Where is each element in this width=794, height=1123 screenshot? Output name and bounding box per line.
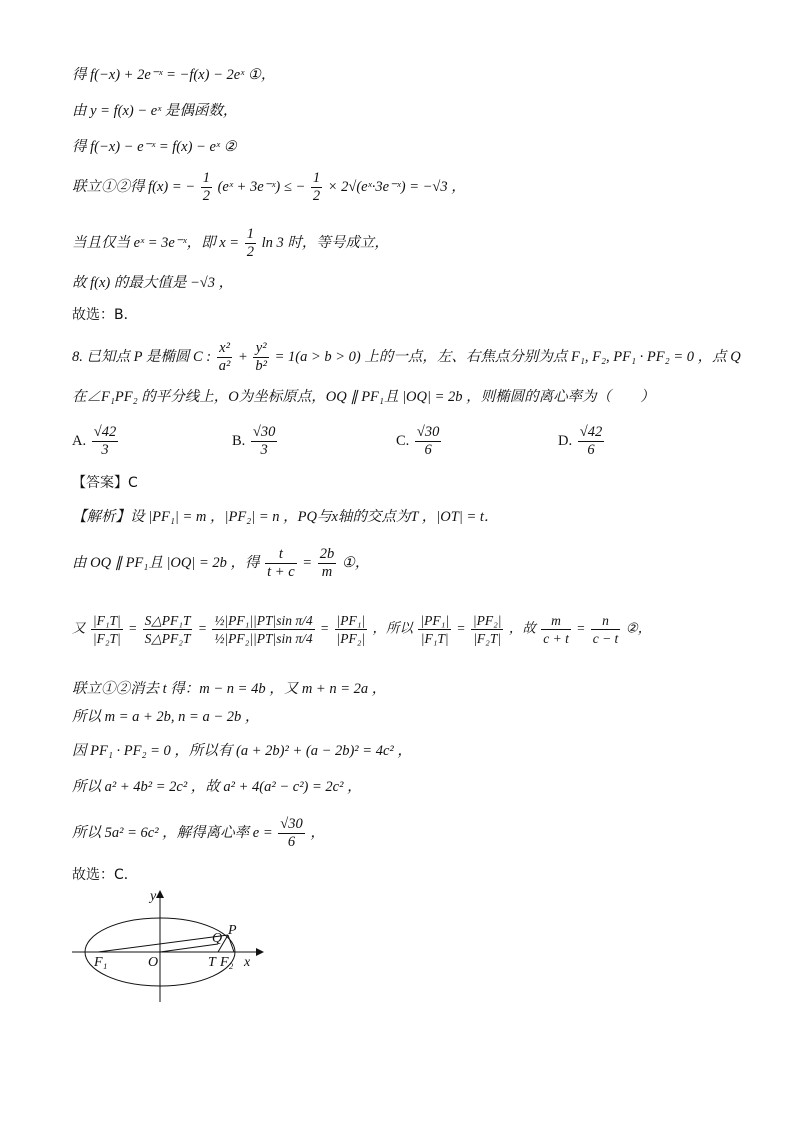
question-8-stem-2: 在∠F₁PF₂ 的平分线上，O为坐标原点，OQ ∥ PF₁且 |OQ| = 2b ，则椭圆的离心率为（ ） [72,389,655,405]
line-5 [72,226,389,261]
analysis-line-1: 由 OQ ∥ PF₁且 |OQ| = 2b ，得 $\frac{t}{t + c}$ = $\frac{2b}{m}$ ①， [72,546,370,580]
x2-over-a2: $\frac{\text{x²}}{\text{a²}}$ [218,340,231,374]
f2-label: F₂ [220,955,234,970]
analysis-line-6: 所以 a² + 4b² = 2c² ，故 a² + 4(a² − c²) = 2c² ， [72,779,362,795]
line-2: 由 y = f(x) − eˣ 是偶函数， [72,103,238,119]
choice-c[interactable]: C. $\frac{√30}{6}$ [396,424,440,458]
analysis-intro: 【解析】设 |PF₁| = m ，|PF₂| = n ，PQ与x轴的交点为T ，|OT| = t． [72,509,499,525]
final-choice: 故选：C． [72,867,138,883]
line-7: 故选：B． [72,307,138,323]
line-5-a: 当且仅当 eˣ = 3e⁻ˣ，即 x = [72,234,240,251]
y2-over-b2: $\frac{\text{y²}}{\text{b²}}$ [255,340,267,374]
analysis-line-5: 因 PF₁ · PF₂ = 0 ，所以有 (a + 2b)² + (a − 2b)² = 4c² ， [72,743,412,759]
analysis-line-2: 又 $\frac{\text{|F₁T|}}{\text{|F₂T|}}$ = $\frac{\text{S△PF₁T}}{\text{S△PF₂T}}$ = $\frac{\text{½|PF₁||PT|sin π/4}}{\text{½|PF₂||PT|sin π/4}}$ = $\frac{\text{|PF₁|}}{\text{|PF₂|}}$ ，所以 $\frac{\text{|PF₁|}}{\text{|F₁T|}}$ = $\frac{\text{|PF₂|}}{\text{|F₂T|}}$ ，故 $\frac{m}{c + t}$ = $\frac{n}{c - t}$ ②， [72,613,652,646]
choice-d[interactable]: D. $\frac{√42}{6}$ [558,424,603,458]
line-4-b: (eˣ + 3e⁻ˣ) ≤ − [217,178,306,195]
t-label: T [208,955,216,970]
line-4 [72,170,466,205]
answer-label: 【答案】C [72,475,138,491]
line-5-b: ln 3 时，等号成立， [261,234,389,251]
analysis-line-4: 所以 m = a + 2b, n = a − 2b ， [72,709,260,725]
line-6: 故 f(x) 的最大值是 −√3 ， [72,275,234,291]
y-axis-arrow [156,890,164,898]
x-label: x [244,955,251,970]
f1-label: F₁ [94,955,108,970]
y-label: y [150,889,157,904]
choice-a[interactable]: A. $\frac{√42}{3}$ [72,424,117,458]
analysis-line-7: 所以 5a² = 6c² ，解得离心率 e = $\frac{√30}{6}$ ， [72,816,325,850]
choice-b[interactable]: B. $\frac{√30}{3}$ [232,424,276,458]
line-1: 得 f(−x) + 2e⁻ˣ = −f(x) − 2eˣ ①， [72,67,276,83]
line-4-a: 联立①②得 f(x) = − [72,178,196,195]
x-axis-arrow [256,948,264,956]
half-frac-1: $\frac{1}{2}$ [202,170,210,204]
question-8-stem: 8. 已知点 P 是椭圆 C : $\frac{\text{x²}}{\text{a²}}$ + $\frac{\text{y²}}{\text{b²}}$ = 1(a > b > 0) 上的一点，左、右焦点分别为点 F₁, F₂, PF₁ · PF₂ = 0 ，点 Q [72,340,741,374]
o-label: O [148,955,159,970]
q-label: Q [212,931,223,946]
analysis-line-3: 联立①②消去 t 得：m − n = 4b ，又 m + n = 2a ， [72,681,387,697]
half-frac-2: $\frac{1}{2}$ [312,170,321,204]
line-3: 得 f(−x) − e⁻ˣ = f(x) − eˣ ② [72,139,237,155]
segment-oq [160,944,218,952]
ellipse-figure [68,886,268,1008]
half-frac-3: $\frac{1}{2}$ [246,226,254,260]
segment-f1p [98,935,228,952]
line-4-c: × 2√(eˣ·3e⁻ˣ) = −√3 ， [327,178,466,195]
p-label: P [228,923,237,938]
